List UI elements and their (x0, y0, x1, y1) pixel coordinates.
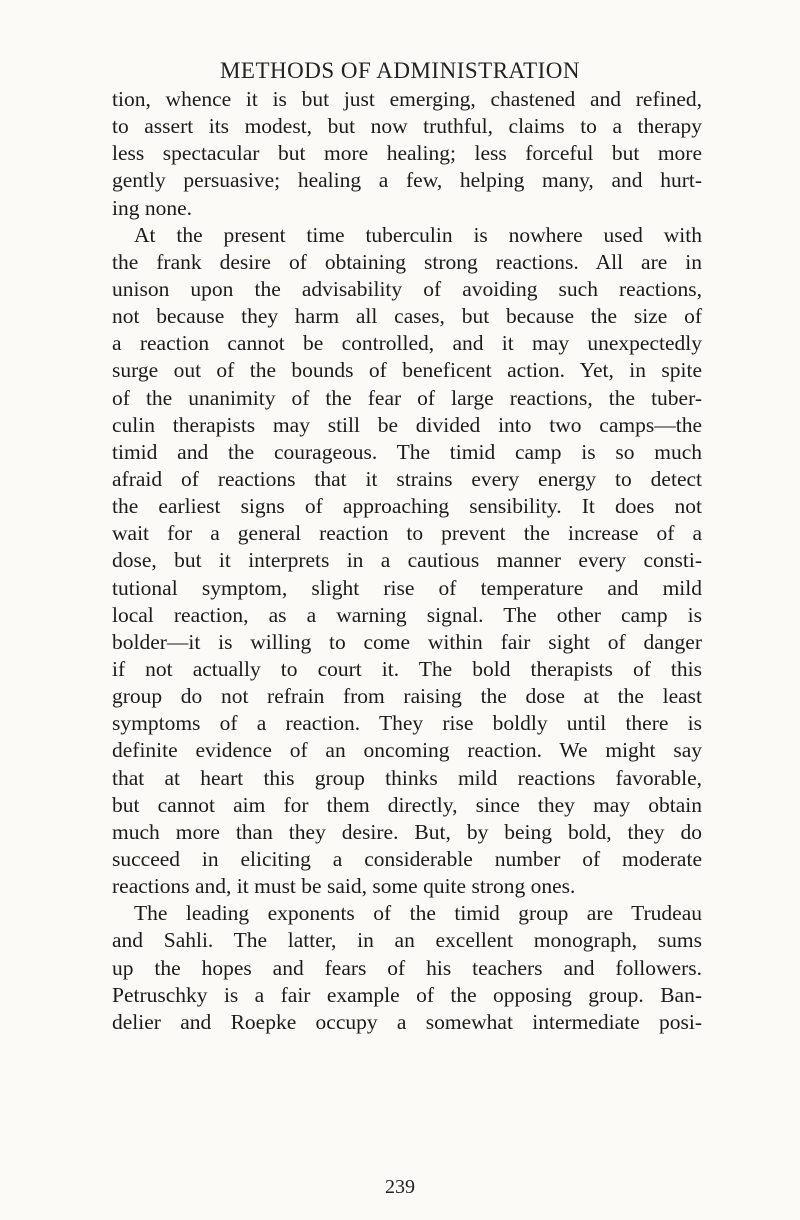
text-line: of the unanimity of the fear of large reactions, the tuber- (112, 385, 702, 410)
running-head: METHODS OF ADMINISTRATION (219, 58, 581, 83)
text-line: Petruschky is a fair example of the opposing group. Ban- (112, 982, 702, 1007)
text-line: but cannot aim for them directly, since they may obtain (112, 792, 702, 817)
text-line: to assert its modest, but now truthful, claims to a therapy (112, 114, 702, 139)
text-line: not because they harm all cases, but because the size of (112, 304, 702, 329)
text-line: wait for a general reaction to prevent the increase of a (112, 521, 702, 546)
text-line: afraid of reactions that it strains every energy to detect (112, 466, 702, 491)
text-line: bolder—it is willing to come within fair sight of danger (112, 629, 702, 654)
text-line: and Sahli. The latter, in an excellent monograph, sums (112, 928, 702, 953)
text-line: succeed in eliciting a considerable number of moderate (112, 846, 702, 871)
text-line: group do not refrain from raising the dose at the least (112, 684, 702, 709)
text-line: dose, but it interprets in a cautious manner every consti- (112, 548, 702, 573)
body-text (112, 86, 702, 1036)
text-line: the frank desire of obtaining strong reactions. All are in (112, 249, 702, 274)
text-line: definite evidence of an oncoming reaction. We might say (112, 738, 702, 763)
text-line: culin therapists may still be divided into two camps—the (112, 412, 702, 437)
text-line: a reaction cannot be controlled, and it may unexpectedly (112, 331, 702, 356)
text-line: The leading exponents of the timid group are Trudeau (134, 901, 702, 926)
text-line: local reaction, as a warning signal. The other camp is (112, 602, 702, 627)
text-line: tutional symptom, slight rise of temperature and mild (112, 575, 702, 600)
text-line: unison upon the advisability of avoiding such reactions, (112, 276, 702, 301)
text-line: reactions and, it must be said, some quite strong ones. (112, 874, 576, 899)
text-line: gently persuasive; healing a few, helping many, and hurt- (112, 168, 702, 193)
text-line: delier and Roepke occupy a somewhat intermediate posi- (112, 1009, 702, 1034)
text-line: up the hopes and fears of his teachers and followers. (112, 955, 702, 980)
text-line: the earliest signs of approaching sensibility. It does not (112, 494, 702, 519)
text-line: At the present time tuberculin is nowhere used with (134, 222, 702, 247)
text-line: if not actually to court it. The bold therapists of this (112, 656, 702, 681)
text-line: timid and the courageous. The timid camp is so much (112, 439, 702, 464)
text-line: ing none. (112, 195, 193, 220)
page-number: 239 (385, 1176, 415, 1198)
text-line: tion, whence it is but just emerging, chastened and refined, (112, 87, 702, 111)
text-line: symptoms of a reaction. They rise boldly until there is (112, 711, 702, 736)
text-line: that at heart this group thinks mild reactions favorable, (112, 765, 702, 790)
text-line: much more than they desire. But, by being bold, they do (112, 819, 702, 844)
text-line: less spectacular but more healing; less forceful but more (112, 141, 702, 166)
text-line: surge out of the bounds of beneficent action. Yet, in spite (112, 358, 702, 383)
